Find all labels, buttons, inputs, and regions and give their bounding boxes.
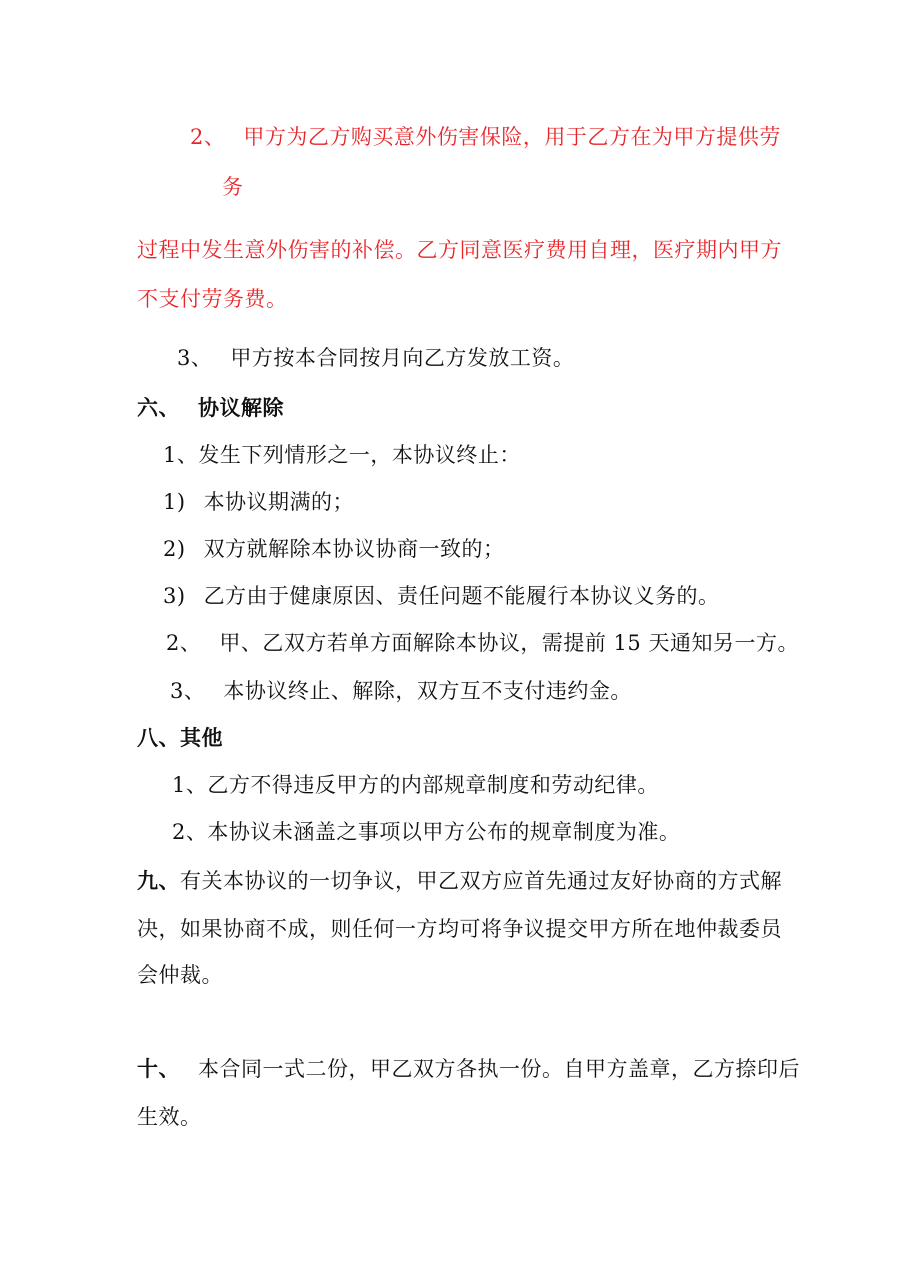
clause6-sub3-num: 3) — [163, 584, 186, 608]
clause5-item2-line2: 务 — [222, 175, 244, 199]
clause5-item2-num: 2、 — [190, 125, 226, 149]
clause6-sub3 — [163, 581, 720, 611]
clause5-item2-text: 甲方为乙方购买意外伤害保险，用于乙方在为甲方提供劳 — [243, 125, 781, 149]
clause9-line1 — [137, 866, 782, 896]
clause5-item3-num: 3、 — [177, 346, 213, 370]
clause6-heading-num: 六、 — [137, 395, 180, 420]
clause6-item3-num: 3、 — [170, 679, 206, 703]
clause9-text1: 有关本协议的一切争议，甲乙双方应首先通过友好协商的方式解 — [180, 869, 782, 893]
clause6-sub2 — [163, 534, 505, 564]
clause6-item3-text: 本协议终止、解除，双方互不支付违约金。 — [223, 679, 632, 703]
clause6-sub1 — [163, 487, 354, 517]
clause5-item2-line4: 不支付劳务费。 — [137, 287, 288, 311]
clause10-line2: 生效。 — [137, 1105, 202, 1129]
clause8-heading: 八、其他 — [137, 725, 223, 750]
clause10-line1 — [137, 1054, 800, 1084]
clause5-item3 — [177, 343, 574, 373]
clause10-text1: 本合同一式二份，甲乙双方各执一份。自甲方盖章，乙方捺印后 — [198, 1057, 800, 1081]
clause6-item1: 1、发生下列情形之一，本协议终止： — [163, 443, 521, 467]
clause6-item2-num: 2、 — [166, 631, 202, 655]
clause5-item2-line3: 过程中发生意外伤害的补偿。乙方同意医疗费用自理，医疗期内甲方 — [137, 238, 782, 262]
clause6-item3 — [170, 676, 632, 706]
clause6-sub2-text: 双方就解除本协议协商一致的； — [203, 537, 505, 561]
clause6-heading — [137, 393, 284, 423]
clause5-item3-text: 甲方按本合同按月向乙方发放工资。 — [230, 346, 575, 370]
clause8-item2: 2、本协议未涵盖之事项以甲方公布的规章制度为准。 — [172, 820, 681, 844]
clause6-sub2-num: 2) — [163, 537, 186, 561]
clause9-line3: 会仲裁。 — [137, 963, 223, 987]
clause8-item1: 1、乙方不得违反甲方的内部规章制度和劳动纪律。 — [172, 773, 659, 797]
clause9-heading-num: 九、 — [137, 868, 180, 893]
clause9-line2: 决，如果协商不成，则任何一方均可将争议提交甲方所在地仲裁委员 — [137, 917, 782, 941]
clause6-sub3-text: 乙方由于健康原因、责任问题不能履行本协议义务的。 — [203, 584, 720, 608]
clause6-sub1-num: 1) — [163, 490, 186, 514]
clause6-item2-text: 甲、乙双方若单方面解除本协议，需提前 15 天通知另一方。 — [219, 631, 799, 655]
clause5-item2-line1 — [190, 122, 781, 152]
clause6-heading-text: 协议解除 — [198, 395, 284, 420]
clause10-heading-num: 十、 — [137, 1056, 180, 1081]
clause6-sub1-text: 本协议期满的； — [203, 490, 355, 514]
clause6-item2 — [166, 628, 799, 658]
